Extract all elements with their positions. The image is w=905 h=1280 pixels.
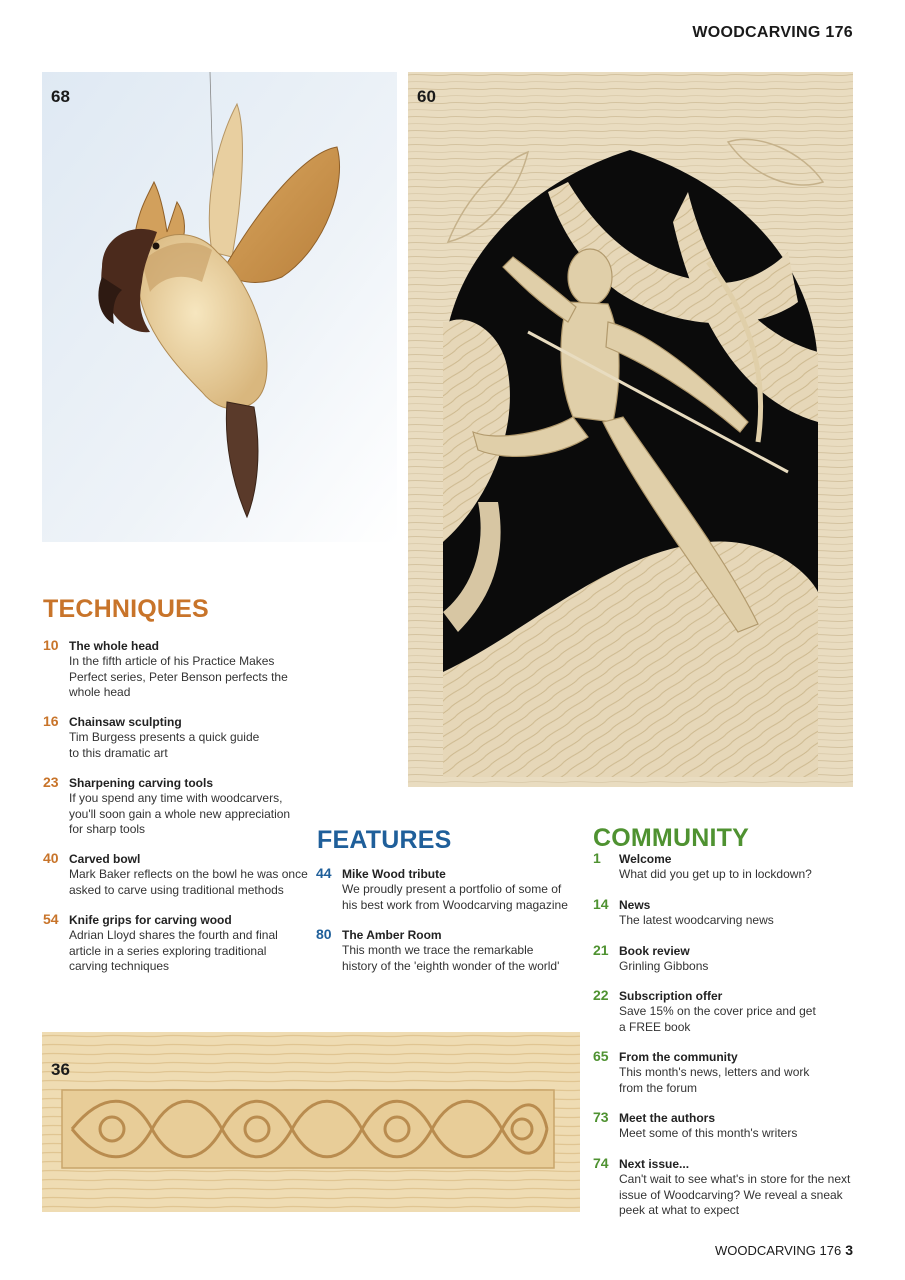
entry-description: What did you get up to in lockdown? (619, 867, 812, 882)
entry-title: Sharpening carving tools (69, 776, 214, 790)
entry-description: article in a series exploring traditional (69, 943, 267, 958)
entry-description: history of the 'eighth wonder of the world' (342, 958, 560, 973)
entry-description: Mark Baker reflects on the bowl he was once (69, 867, 308, 882)
entry-page-number: 44 (316, 865, 332, 881)
entry-title: Book review (619, 944, 690, 958)
entry-description: his best work from Woodcarving magazine (342, 897, 568, 912)
entry-description: Save 15% on the cover price and get (619, 1004, 816, 1019)
entry-description: Adrian Lloyd shares the fourth and final (69, 928, 278, 943)
entry-description: This month's news, letters and work (619, 1065, 810, 1080)
entry-page-number: 40 (43, 850, 59, 866)
entry-description: issue of Woodcarving? We reveal a sneak (619, 1187, 843, 1202)
photo-page-number: 60 (417, 87, 436, 106)
entry-title: Meet the authors (619, 1111, 716, 1125)
entry-description: you'll soon gain a whole new appreciation (69, 806, 291, 821)
community-heading: COMMUNITY (593, 824, 749, 852)
entry-page-number: 1 (593, 850, 601, 866)
entry-description: If you spend any time with woodcarvers, (69, 791, 283, 806)
entry-title: Carved bowl (69, 852, 141, 866)
entry-title: From the community (619, 1050, 738, 1064)
entry-page-number: 74 (593, 1155, 609, 1171)
entry-page-number: 73 (593, 1109, 609, 1125)
entry-page-number: 14 (593, 896, 609, 912)
entry-description: from the forum (619, 1080, 698, 1095)
page-header: WOODCARVING 176 (692, 24, 853, 41)
entry-title: Next issue... (619, 1157, 690, 1171)
entry-description: The latest woodcarving news (619, 913, 774, 928)
bird-carving-photo (42, 72, 397, 542)
entry-description: Perfect series, Peter Benson perfects the (69, 669, 288, 684)
entry-description: whole head (69, 684, 131, 699)
entry-page-number: 23 (43, 774, 59, 790)
entry-title: The whole head (69, 639, 160, 653)
footer-page-number: 3 (845, 1242, 853, 1258)
entry-description: Can't wait to see what's in store for the next (619, 1172, 851, 1187)
entry-description: for sharp tools (69, 821, 146, 836)
photo-page-number: 68 (51, 87, 70, 106)
entry-description: a FREE book (619, 1019, 691, 1034)
entry-page-number: 80 (316, 926, 332, 942)
entry-title: Subscription offer (619, 989, 723, 1003)
entry-description: This month we trace the remarkable (342, 943, 534, 958)
entry-page-number: 16 (43, 713, 59, 729)
entry-title: Welcome (619, 852, 672, 866)
entry-description: We proudly present a portfolio of some of (342, 882, 562, 897)
entry-page-number: 21 (593, 942, 609, 958)
features-heading: FEATURES (317, 826, 452, 854)
archer-relief-photo (408, 72, 853, 787)
entry-title: The Amber Room (342, 928, 442, 942)
entry-page-number: 22 (593, 987, 609, 1003)
entry-title: News (619, 898, 651, 912)
footer-magazine: WOODCARVING 176 (715, 1243, 842, 1258)
page-footer (715, 1242, 853, 1258)
entry-description: Meet some of this month's writers (619, 1126, 798, 1141)
entry-title: Knife grips for carving wood (69, 913, 232, 927)
entry-page-number: 54 (43, 911, 59, 927)
entry-description: peek at what to expect (619, 1202, 740, 1217)
entry-description: In the fifth article of his Practice Makes (69, 654, 275, 669)
photo-page-number: 36 (51, 1060, 70, 1079)
entry-description: Tim Burgess presents a quick guide (69, 730, 260, 745)
entry-description: carving techniques (69, 958, 170, 973)
techniques-heading: TECHNIQUES (43, 595, 209, 623)
entry-page-number: 10 (43, 637, 59, 653)
entry-description: Grinling Gibbons (619, 959, 709, 974)
knotwork-panel-photo (42, 1032, 580, 1212)
entry-description: to this dramatic art (69, 745, 168, 760)
entry-description: asked to carve using traditional methods (69, 882, 284, 897)
entry-page-number: 65 (593, 1048, 609, 1064)
entry-title: Mike Wood tribute (342, 867, 446, 881)
entry-title: Chainsaw sculpting (69, 715, 182, 729)
